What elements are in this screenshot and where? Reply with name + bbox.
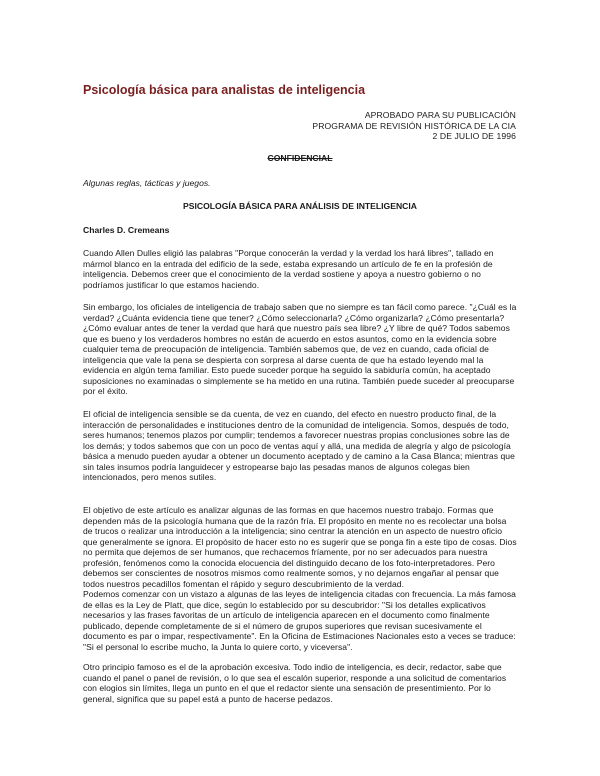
document-title: Psicología básica para analistas de inteligencia [83, 83, 366, 97]
approval-stamp [312, 110, 516, 142]
classification-label: CONFIDENCIAL [267, 153, 333, 163]
approval-line-3: 2 DE JULIO DE 1996 [432, 131, 516, 142]
approval-line-1: APROBADO PARA SU PUBLICACIÓN [364, 110, 516, 120]
document-subtitle: Algunas reglas, tácticas y juegos. [83, 178, 211, 188]
paragraph-4: El objetivo de este artículo es analizar algunas de las formas en que hacemos nuestro trabajo. Formas que dependen más de la psicología humana que de la razón fría. El propósito en mente no es recolectar una bolsa de trucos o realizar una introducción a la inteligencia; sino centrar la atención en un aspecto de nuestro oficio que generalmente se ignora. El propósito de hacer esto no es sugerir que se ponga fin a este tipo de cosas. Dios no permita que dejemos de ser humanos, que rechacemos fríamente, por no ser adecuados para nuestra profesión, fenómenos como la conocida elocuencia del distinguido decano de los foto-interpretadores. Pero debemos ser conscientes de nosotros mismos como realmente somos, y no dejarnos engañar al pensar que todos nuestros pecadillos fomentan el rápido y seguro descubrimiento de la verdad. [83, 505, 517, 589]
paragraph-3: El oficial de inteligencia sensible se da cuenta, de vez en cuando, del efecto en nuestro producto final, de la interacción de personalidades e instituciones dentro de la comunidad de inteligencia. Somos, después de todo, seres humanos; tenemos plazos por cumplir; tendemos a favorecer nuestras propias conclusiones sobre las de los demás; y todos sabemos que con un poco de ventas aquí y allá, una medida de alegría y algo de psicología básica a menudo pueden ayudar a obtener un documento aceptado y de camino a la Casa Blanca; mientras que sin tales insumos podría languidecer y estropearse bajo las pesadas manos de algunos colegas bien intencionados, pero menos sutiles. [83, 409, 515, 483]
paragraph-6: Otro principio famoso es el de la aprobación excesiva. Todo indio de inteligencia, es decir, redactor, sabe que cuando el panel o panel de revisión, o lo que sea el escalón superior, responde a una solicitud de comentarios con elogios sin límites, llega un punto en el que el redactor siente una sensación de presentimiento. Por lo general, significa que su papel está a punto de hacerse pedazos. [83, 662, 507, 704]
approval-line-2: PROGRAMA DE REVISIÓN HISTÓRICA DE LA CIA [312, 120, 516, 131]
paragraph-1: Cuando Allen Dulles eligió las palabras "Porque conocerán la verdad y la verdad los hará libres", tallado en mármol blanco en la entrada del edificio de la sede, estaba expresando un artículo de fe en la profesión de inteligencia. Debemos creer que el conocimiento de la verdad sostiene y apoya a nuestro gobierno o no podríamos justificar lo que estamos haciendo. [83, 248, 494, 290]
paragraph-5: Podemos comenzar con un vistazo a algunas de las leyes de inteligencia citadas con frecuencia. La más famosa de ellas es la Ley de Platt, que dice, según lo establecido por su descubridor: "Si los detalles explicativos necesarios y las frases favoritas de un artículo de inteligencia aparecen en el documento como finalmente publicado, depende completamente de si el número de grupos superiores que revisan sucesivamente el documento es par o impar, respectivamente". En la Oficina de Estimaciones Nacionales esto a veces se traduce: "Si el personal lo escribe mucho, la Junta lo quiere corto, y viceversa". [83, 589, 516, 652]
section-heading: PSICOLOGÍA BÁSICA PARA ANÁLISIS DE INTELIGENCIA [183, 201, 417, 211]
author-name: Charles D. Cremeans [83, 225, 170, 235]
paragraph-2: Sin embargo, los oficiales de inteligencia de trabajo saben que no siempre es tan fácil como parece. "¿Cuál es la verdad? ¿Cuánta evidencia tiene que tener? ¿Cómo seleccionarla? ¿Cómo organizarla? ¿Cómo presentarla? ¿Cómo evaluar antes de tener la verdad que hará que nuestro país sea libre? ¿Y libre de qué? Todos sabemos que es bueno y los verdaderos hombres no están de acuerdo en estos asuntos, como en la evidencia sobre cualquier tema de preocupación de inteligencia. También sabemos que, de vez en cuando, cada oficial de inteligencia que vale la pena se despierta con sorpresa al darse cuenta de que ha estado leyendo mal la evidencia en algún tema familiar. Esto puede suceder porque ha seguido la sabiduría común, ha aceptado suposiciones no examinadas o simplemente se ha metido en una rutina. También puede suceder al preocuparse por el éxito. [83, 302, 517, 397]
